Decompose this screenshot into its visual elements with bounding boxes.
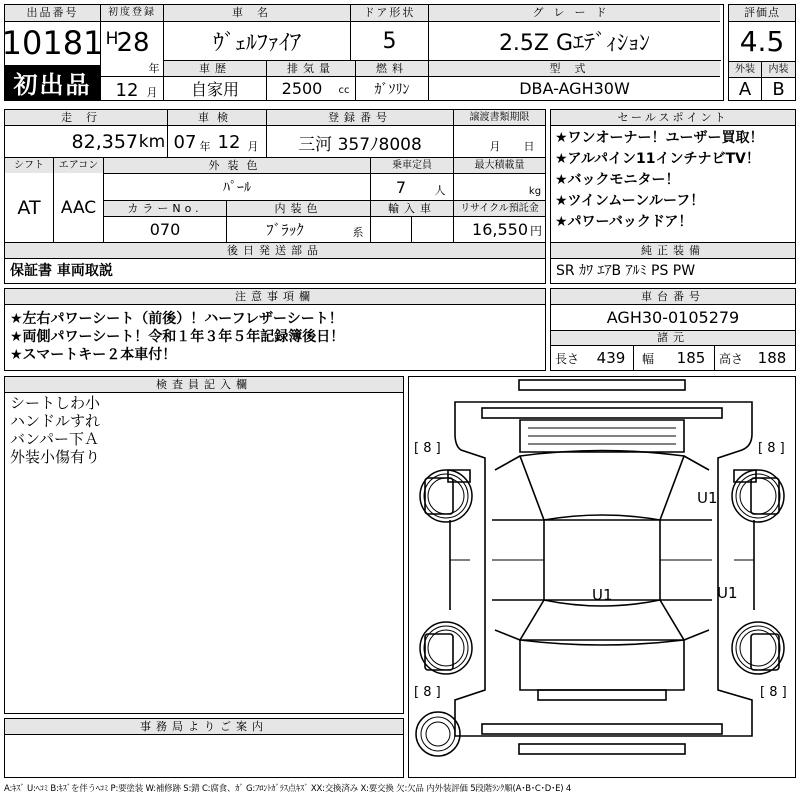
month-unit: 月 — [146, 86, 158, 99]
later-parts-label: 後日発送部品 — [5, 243, 545, 258]
length-label: 長さ — [554, 351, 579, 366]
max-load-unit: kg — [528, 185, 542, 197]
damage-legend: A:ｷｽﾞ U:ﾍｺﾐ B:ｷｽﾞを伴うﾍｺﾐ P:要塗装 W:補修跡 S:錆 C:腐食、ｶﾞ G:ﾌﾛﾝﾄｶﾞﾗｽ点ｷｽﾞ XX:交換済み X:要交換 欠:欠品 内外装評価 5段階ﾗﾝｸ順(A･B･C･D･E) 4 — [4, 784, 572, 794]
exterior-grade-label: 外装 — [729, 62, 761, 77]
aircon-value: AAC — [60, 198, 97, 218]
sales-point-2: ★アルパイン11インチナビTV！ — [555, 151, 760, 167]
transfer-month-unit: 月 — [489, 140, 501, 153]
km-unit: km — [138, 132, 166, 152]
capacity-unit: 人 — [434, 184, 446, 197]
max-load-label: 最大積載量 — [454, 158, 545, 173]
shift-label: シフト — [5, 158, 53, 173]
inspection-year: 07 — [173, 131, 197, 153]
interior-grade-label: 内装 — [762, 62, 795, 77]
displacement-value: 2500 — [281, 79, 323, 98]
later-parts-value: 保証書 車両取説 — [10, 263, 113, 279]
sales-point-4: ★ツインムーンルーフ！ — [555, 193, 705, 209]
interior-color-unit: 系 — [352, 226, 364, 239]
notes-label: 注意事項欄 — [5, 289, 545, 304]
plate-value: 三河 357ﾉ8008 — [298, 134, 422, 155]
plate-label: 登録番号 — [267, 110, 453, 125]
inspector-line-3: バンパー下Ａ — [10, 430, 99, 448]
capacity-value: 7 — [395, 177, 407, 197]
chassis-label: 車台番号 — [551, 289, 795, 304]
tire-mark-front-left: [ 8 ] — [414, 441, 441, 456]
note-line-3: ★スマートキー２本車付！ — [10, 347, 177, 363]
first-listing-badge: 初出品 — [5, 65, 100, 100]
inspector-line-1: シートしわ小 — [10, 394, 101, 412]
cc-unit: cc — [338, 84, 350, 96]
capacity-label: 乗車定員 — [371, 158, 453, 173]
year-unit: 年 — [148, 62, 160, 75]
car-damage-diagram — [409, 377, 795, 777]
sales-points-label: セールスポイント — [551, 110, 795, 125]
recycle-unit: 円 — [529, 223, 542, 238]
lot-number: 10181 — [1, 24, 104, 62]
height-label: 高さ — [718, 351, 743, 366]
sales-point-5: ★パワーバックドア！ — [555, 214, 693, 230]
score-label: 評価点 — [729, 5, 795, 21]
model-label: 型式 — [429, 61, 720, 76]
inspection-month: 12 — [217, 131, 241, 153]
history-label: 車歴 — [164, 61, 266, 76]
import-label: 輸入車 — [371, 201, 453, 216]
fuel-value: ｶﾞｿﾘﾝ — [374, 81, 410, 98]
chassis-value: AGH30-0105279 — [606, 308, 740, 327]
inspection-month-unit: 月 — [247, 140, 259, 153]
inspector-label: 検査員記入欄 — [5, 377, 403, 392]
interior-grade: B — [772, 78, 785, 100]
tire-mark-rear-left: [ 8 ] — [414, 685, 441, 700]
note-line-2: ★両側パワーシート！令和１年３年５年記録簿後日！ — [10, 329, 345, 345]
shift-value: AT — [17, 197, 41, 219]
inspector-line-4: 外装小傷有り — [10, 448, 101, 466]
sales-point-1: ★ワンオーナー！ユーザー買取！ — [555, 130, 764, 146]
sales-points-list — [551, 128, 795, 233]
color-number-value: 070 — [149, 220, 181, 239]
grade-label: グレード — [429, 5, 720, 21]
era: H — [105, 29, 119, 49]
recycle-value: 16,550 — [472, 220, 528, 239]
first-registration-year: 28 — [116, 28, 150, 58]
car-name-label: 車名 — [164, 5, 350, 21]
first-registration-label: 初度登録 — [101, 5, 163, 21]
door-label: ドア形状 — [351, 5, 428, 21]
exterior-grade: A — [738, 78, 752, 100]
history-value: 自家用 — [190, 80, 239, 99]
fuel-label: 燃料 — [356, 61, 428, 76]
damage-mark-roof: U1 — [592, 586, 613, 604]
dimensions-label: 諸元 — [551, 331, 795, 345]
transfer-day-unit: 日 — [523, 140, 535, 153]
damage-mark-right-front: U1 — [697, 489, 718, 507]
inspector-notes — [5, 394, 403, 466]
inspector-line-2: ハンドルすれ — [10, 412, 101, 430]
note-line-1: ★左右パワーシート（前後）！ハーフレザーシート！ — [10, 311, 343, 327]
sales-point-3: ★バックモニター！ — [555, 172, 680, 188]
transfer-deadline-label: 譲渡書類期限 — [454, 110, 545, 125]
damage-mark-right-rear: U1 — [717, 584, 738, 602]
grade-value: 2.5Z Gｴﾃﾞｨｼｮﾝ — [498, 30, 651, 56]
notes-list — [5, 310, 545, 364]
interior-color-label: 内装色 — [227, 201, 370, 216]
lot-label: 出品番号 — [5, 5, 100, 21]
genuine-equipment-label: 純正装備 — [551, 243, 795, 258]
height-value: 188 — [757, 349, 787, 367]
tire-mark-front-right: [ 8 ] — [758, 441, 785, 456]
tire-mark-rear-right: [ 8 ] — [760, 685, 787, 700]
mileage-label: 走行 — [5, 110, 167, 125]
model-value: DBA-AGH30W — [519, 79, 630, 98]
genuine-equipment-value: SR ｶﾜ ｴｱB ｱﾙﾐ PS PW — [556, 263, 696, 279]
score-value: 4.5 — [739, 24, 785, 58]
interior-color-value: ﾌﾞﾗｯｸ — [266, 221, 304, 239]
exterior-color-label: 外装色 — [104, 158, 370, 173]
first-registration-month: 12 — [115, 79, 139, 101]
exterior-color-value: ﾊﾟｰﾙ — [223, 180, 251, 196]
inspection-year-unit: 年 — [199, 140, 211, 153]
width-value: 185 — [676, 349, 706, 367]
recycle-label: リサイクル預託金 — [454, 201, 545, 216]
displacement-label: 排気量 — [267, 61, 355, 76]
doors-value: 5 — [382, 28, 397, 54]
length-value: 439 — [596, 349, 626, 367]
aircon-label: エアコン — [54, 158, 103, 173]
office-label: 事務局よりご案内 — [5, 719, 403, 734]
car-name: ｳﾞｪﾙﾌｧｲｱ — [212, 30, 301, 56]
color-number-label: カラーNo. — [104, 201, 226, 216]
inspection-label: 車検 — [168, 110, 266, 125]
mileage-value: 82,357 — [71, 131, 138, 153]
width-label: 幅 — [641, 351, 654, 366]
